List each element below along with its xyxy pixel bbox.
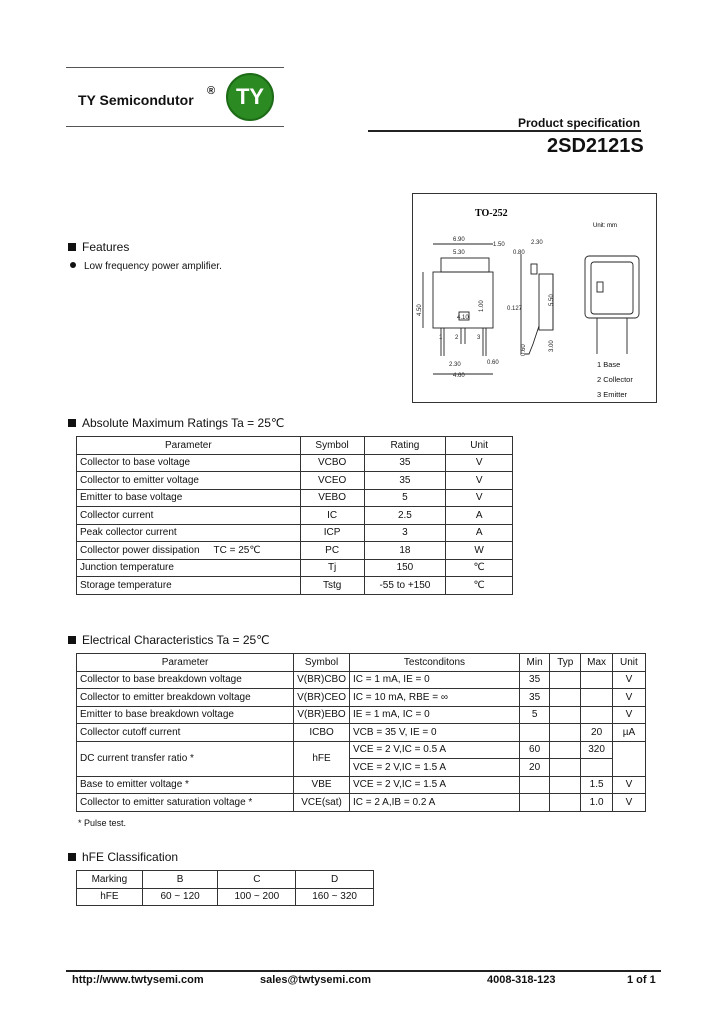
condition-cell: VCB = 35 V, IE = 0	[350, 724, 520, 742]
dim-label: 5.30	[453, 250, 465, 256]
condition-cell: VCE = 2 V,IC = 1.5 A	[350, 776, 520, 794]
dim-label: 1.00	[479, 300, 485, 312]
min-cell: 35	[519, 689, 549, 707]
unit-cell: W	[446, 542, 513, 560]
table-row	[77, 706, 646, 724]
dim-label: 0.80	[513, 250, 525, 256]
hfe-cell: C	[218, 871, 296, 889]
dim-label: 0.127	[507, 306, 523, 312]
condition-cell: IE = 1 mA, IC = 0	[350, 706, 520, 724]
unit-cell: V	[612, 689, 645, 707]
typ-cell	[550, 671, 581, 689]
table-row	[77, 741, 646, 759]
header-rule-bottom	[66, 126, 284, 127]
hfe-cell: 160 ~ 320	[296, 888, 374, 906]
table-header-row	[77, 437, 513, 455]
col-header: Symbol	[294, 654, 350, 672]
unit-cell: ℃	[446, 577, 513, 595]
unit-cell: ℃	[446, 559, 513, 577]
typ-cell	[550, 794, 581, 812]
table-row	[77, 507, 513, 525]
feature-bullet	[70, 262, 76, 268]
typ-cell	[550, 689, 581, 707]
param-cell: Emitter to base voltage	[77, 489, 301, 507]
symbol-cell: VEBO	[300, 489, 364, 507]
col-header: Parameter	[77, 437, 301, 455]
dim-label: 2.30	[531, 240, 543, 246]
package-drawing	[412, 193, 657, 403]
symbol-cell: hFE	[294, 741, 350, 776]
electrical-table	[76, 653, 646, 812]
table-row	[77, 671, 646, 689]
rating-cell: 35	[364, 454, 446, 472]
unit-cell	[612, 741, 645, 776]
package-unit: Unit: mm	[593, 223, 617, 229]
back-view	[585, 256, 639, 354]
rating-cell: 18	[364, 542, 446, 560]
max-cell: 1.0	[581, 794, 612, 812]
min-cell	[519, 794, 549, 812]
features-heading: Features	[68, 240, 129, 254]
registered-mark: ®	[207, 85, 216, 97]
table-row	[77, 794, 646, 812]
symbol-cell: VCE(sat)	[294, 794, 350, 812]
max-cell	[581, 671, 612, 689]
pin-number: 3	[477, 335, 481, 341]
ty-logo	[226, 73, 274, 121]
hfe-cell: B	[142, 871, 218, 889]
symbol-cell: VCEO	[300, 472, 364, 490]
dim-label: 4.50	[417, 304, 423, 316]
dim-label: 3.00	[549, 340, 555, 352]
min-cell	[519, 776, 549, 794]
col-header: Min	[519, 654, 549, 672]
table-row	[77, 577, 513, 595]
typ-cell	[550, 706, 581, 724]
hfe-heading: hFE Classification	[68, 850, 178, 864]
param-cell: Storage temperature	[77, 577, 301, 595]
typ-cell	[550, 724, 581, 742]
footer-page: 1 of 1	[627, 974, 656, 986]
min-cell: 35	[519, 671, 549, 689]
dim-label: 0.60	[521, 344, 527, 356]
min-cell: 60	[519, 741, 549, 759]
header-rule-top	[66, 67, 284, 68]
symbol-cell: V(BR)CEO	[294, 689, 350, 707]
dim-label: 0.60	[487, 360, 499, 366]
hfe-cell: Marking	[77, 871, 143, 889]
hfe-cell: 100 ~ 200	[218, 888, 296, 906]
dim-label: 2.30	[449, 362, 461, 368]
pulse-test-note: * Pulse test.	[78, 818, 127, 828]
spec-title: Product specification	[518, 116, 641, 130]
param-cell: Collector to emitter breakdown voltage	[77, 689, 294, 707]
symbol-cell: Tstg	[300, 577, 364, 595]
unit-cell: A	[446, 507, 513, 525]
rating-cell: 150	[364, 559, 446, 577]
col-header: Symbol	[300, 437, 364, 455]
max-cell: 20	[581, 724, 612, 742]
col-header: Max	[581, 654, 612, 672]
table-row	[77, 559, 513, 577]
param-cell: DC current transfer ratio *	[77, 741, 294, 776]
param-cell: Collector to base voltage	[77, 454, 301, 472]
table-row	[77, 542, 513, 560]
table-row	[77, 724, 646, 742]
pin-number: 2	[455, 335, 459, 341]
dim-label: 1.50	[493, 242, 505, 248]
unit-cell: V	[446, 454, 513, 472]
abs-max-table	[76, 436, 513, 595]
table-header-row	[77, 654, 646, 672]
col-header: Unit	[446, 437, 513, 455]
table-row	[77, 472, 513, 490]
unit-cell: V	[612, 776, 645, 794]
param-cell: Collector current	[77, 507, 301, 525]
col-header: Parameter	[77, 654, 294, 672]
condition-cell: VCE = 2 V,IC = 1.5 A	[350, 759, 520, 777]
table-row	[77, 888, 374, 906]
footer-email[interactable]: sales@twtysemi.com	[260, 974, 371, 986]
symbol-cell: ICP	[300, 524, 364, 542]
package-outline-svg	[413, 194, 656, 402]
unit-cell: V	[446, 472, 513, 490]
table-row	[77, 524, 513, 542]
unit-cell: A	[446, 524, 513, 542]
logo-text: TY	[235, 84, 265, 109]
col-header: Rating	[364, 437, 446, 455]
table-row	[77, 489, 513, 507]
param-cell: Base to emitter voltage *	[77, 776, 294, 794]
pin-number: 1	[439, 335, 443, 341]
typ-cell	[550, 741, 581, 759]
col-header: Typ	[550, 654, 581, 672]
max-cell	[581, 689, 612, 707]
dim-label: 4.10	[457, 315, 469, 321]
hfe-cell: D	[296, 871, 374, 889]
unit-cell: µA	[612, 724, 645, 742]
max-cell: 1.5	[581, 776, 612, 794]
symbol-cell: V(BR)EBO	[294, 706, 350, 724]
package-name: TO-252	[475, 208, 508, 219]
unit-cell: V	[612, 794, 645, 812]
pin-label-collector: 2 Collector	[597, 375, 633, 384]
spec-rule	[368, 130, 641, 132]
hfe-cell: 60 ~ 120	[142, 888, 218, 906]
rating-cell: 35	[364, 472, 446, 490]
max-cell: 320	[581, 741, 612, 759]
abs-max-heading: Absolute Maximum Ratings Ta = 25℃	[68, 416, 284, 430]
symbol-cell: VBE	[294, 776, 350, 794]
table-header-row	[77, 871, 374, 889]
unit-cell: V	[612, 671, 645, 689]
col-header: Testconditons	[350, 654, 520, 672]
param-cell: Collector to emitter saturation voltage *	[77, 794, 294, 812]
condition-cell: VCE = 2 V,IC = 0.5 A	[350, 741, 520, 759]
typ-cell	[550, 759, 581, 777]
unit-cell: V	[612, 706, 645, 724]
symbol-cell: PC	[300, 542, 364, 560]
min-cell: 20	[519, 759, 549, 777]
hfe-table	[76, 870, 374, 906]
param-cell: Emitter to base breakdown voltage	[77, 706, 294, 724]
condition-cell: IC = 1 mA, IE = 0	[350, 671, 520, 689]
symbol-cell: ICBO	[294, 724, 350, 742]
condition-cell: IC = 10 mA, RBE = ∞	[350, 689, 520, 707]
part-number: 2SD2121S	[547, 135, 644, 157]
footer-rule	[66, 970, 661, 972]
hfe-cell: hFE	[77, 888, 143, 906]
pin-label-base: 1 Base	[597, 360, 621, 369]
table-row	[77, 776, 646, 794]
rating-cell: 3	[364, 524, 446, 542]
condition-cell: IC = 2 A,IB = 0.2 A	[350, 794, 520, 812]
param-cell: Peak collector current	[77, 524, 301, 542]
param-condition: TC = 25℃	[213, 544, 261, 556]
symbol-cell: VCBO	[300, 454, 364, 472]
param-text: Collector power dissipation	[80, 544, 200, 556]
rating-cell: 2.5	[364, 507, 446, 525]
symbol-cell: Tj	[300, 559, 364, 577]
param-cell: Collector cutoff current	[77, 724, 294, 742]
pin-label-emitter: 3 Emitter	[597, 390, 628, 399]
col-header: Unit	[612, 654, 645, 672]
min-cell	[519, 724, 549, 742]
rating-cell: 5	[364, 489, 446, 507]
electrical-heading: Electrical Characteristics Ta = 25℃	[68, 633, 270, 647]
param-cell: Collector to emitter voltage	[77, 472, 301, 490]
min-cell: 5	[519, 706, 549, 724]
footer-phone: 4008-318-123	[487, 974, 556, 986]
param-cell: Junction temperature	[77, 559, 301, 577]
param-cell: Collector to base breakdown voltage	[77, 671, 294, 689]
footer-url[interactable]: http://www.twtysemi.com	[72, 974, 204, 986]
max-cell	[581, 706, 612, 724]
feature-item: Low frequency power amplifier.	[84, 261, 222, 272]
dim-label: 4.60	[453, 373, 465, 379]
brand-name: TY Semicondutor	[78, 92, 194, 108]
dim-label: 5.50	[549, 294, 555, 306]
rating-cell: -55 to +150	[364, 577, 446, 595]
table-row	[77, 454, 513, 472]
unit-cell: V	[446, 489, 513, 507]
symbol-cell: V(BR)CBO	[294, 671, 350, 689]
max-cell	[581, 759, 612, 777]
dim-label: 6.90	[453, 237, 465, 243]
param-cell	[77, 542, 301, 560]
typ-cell	[550, 776, 581, 794]
symbol-cell: IC	[300, 507, 364, 525]
table-row	[77, 689, 646, 707]
